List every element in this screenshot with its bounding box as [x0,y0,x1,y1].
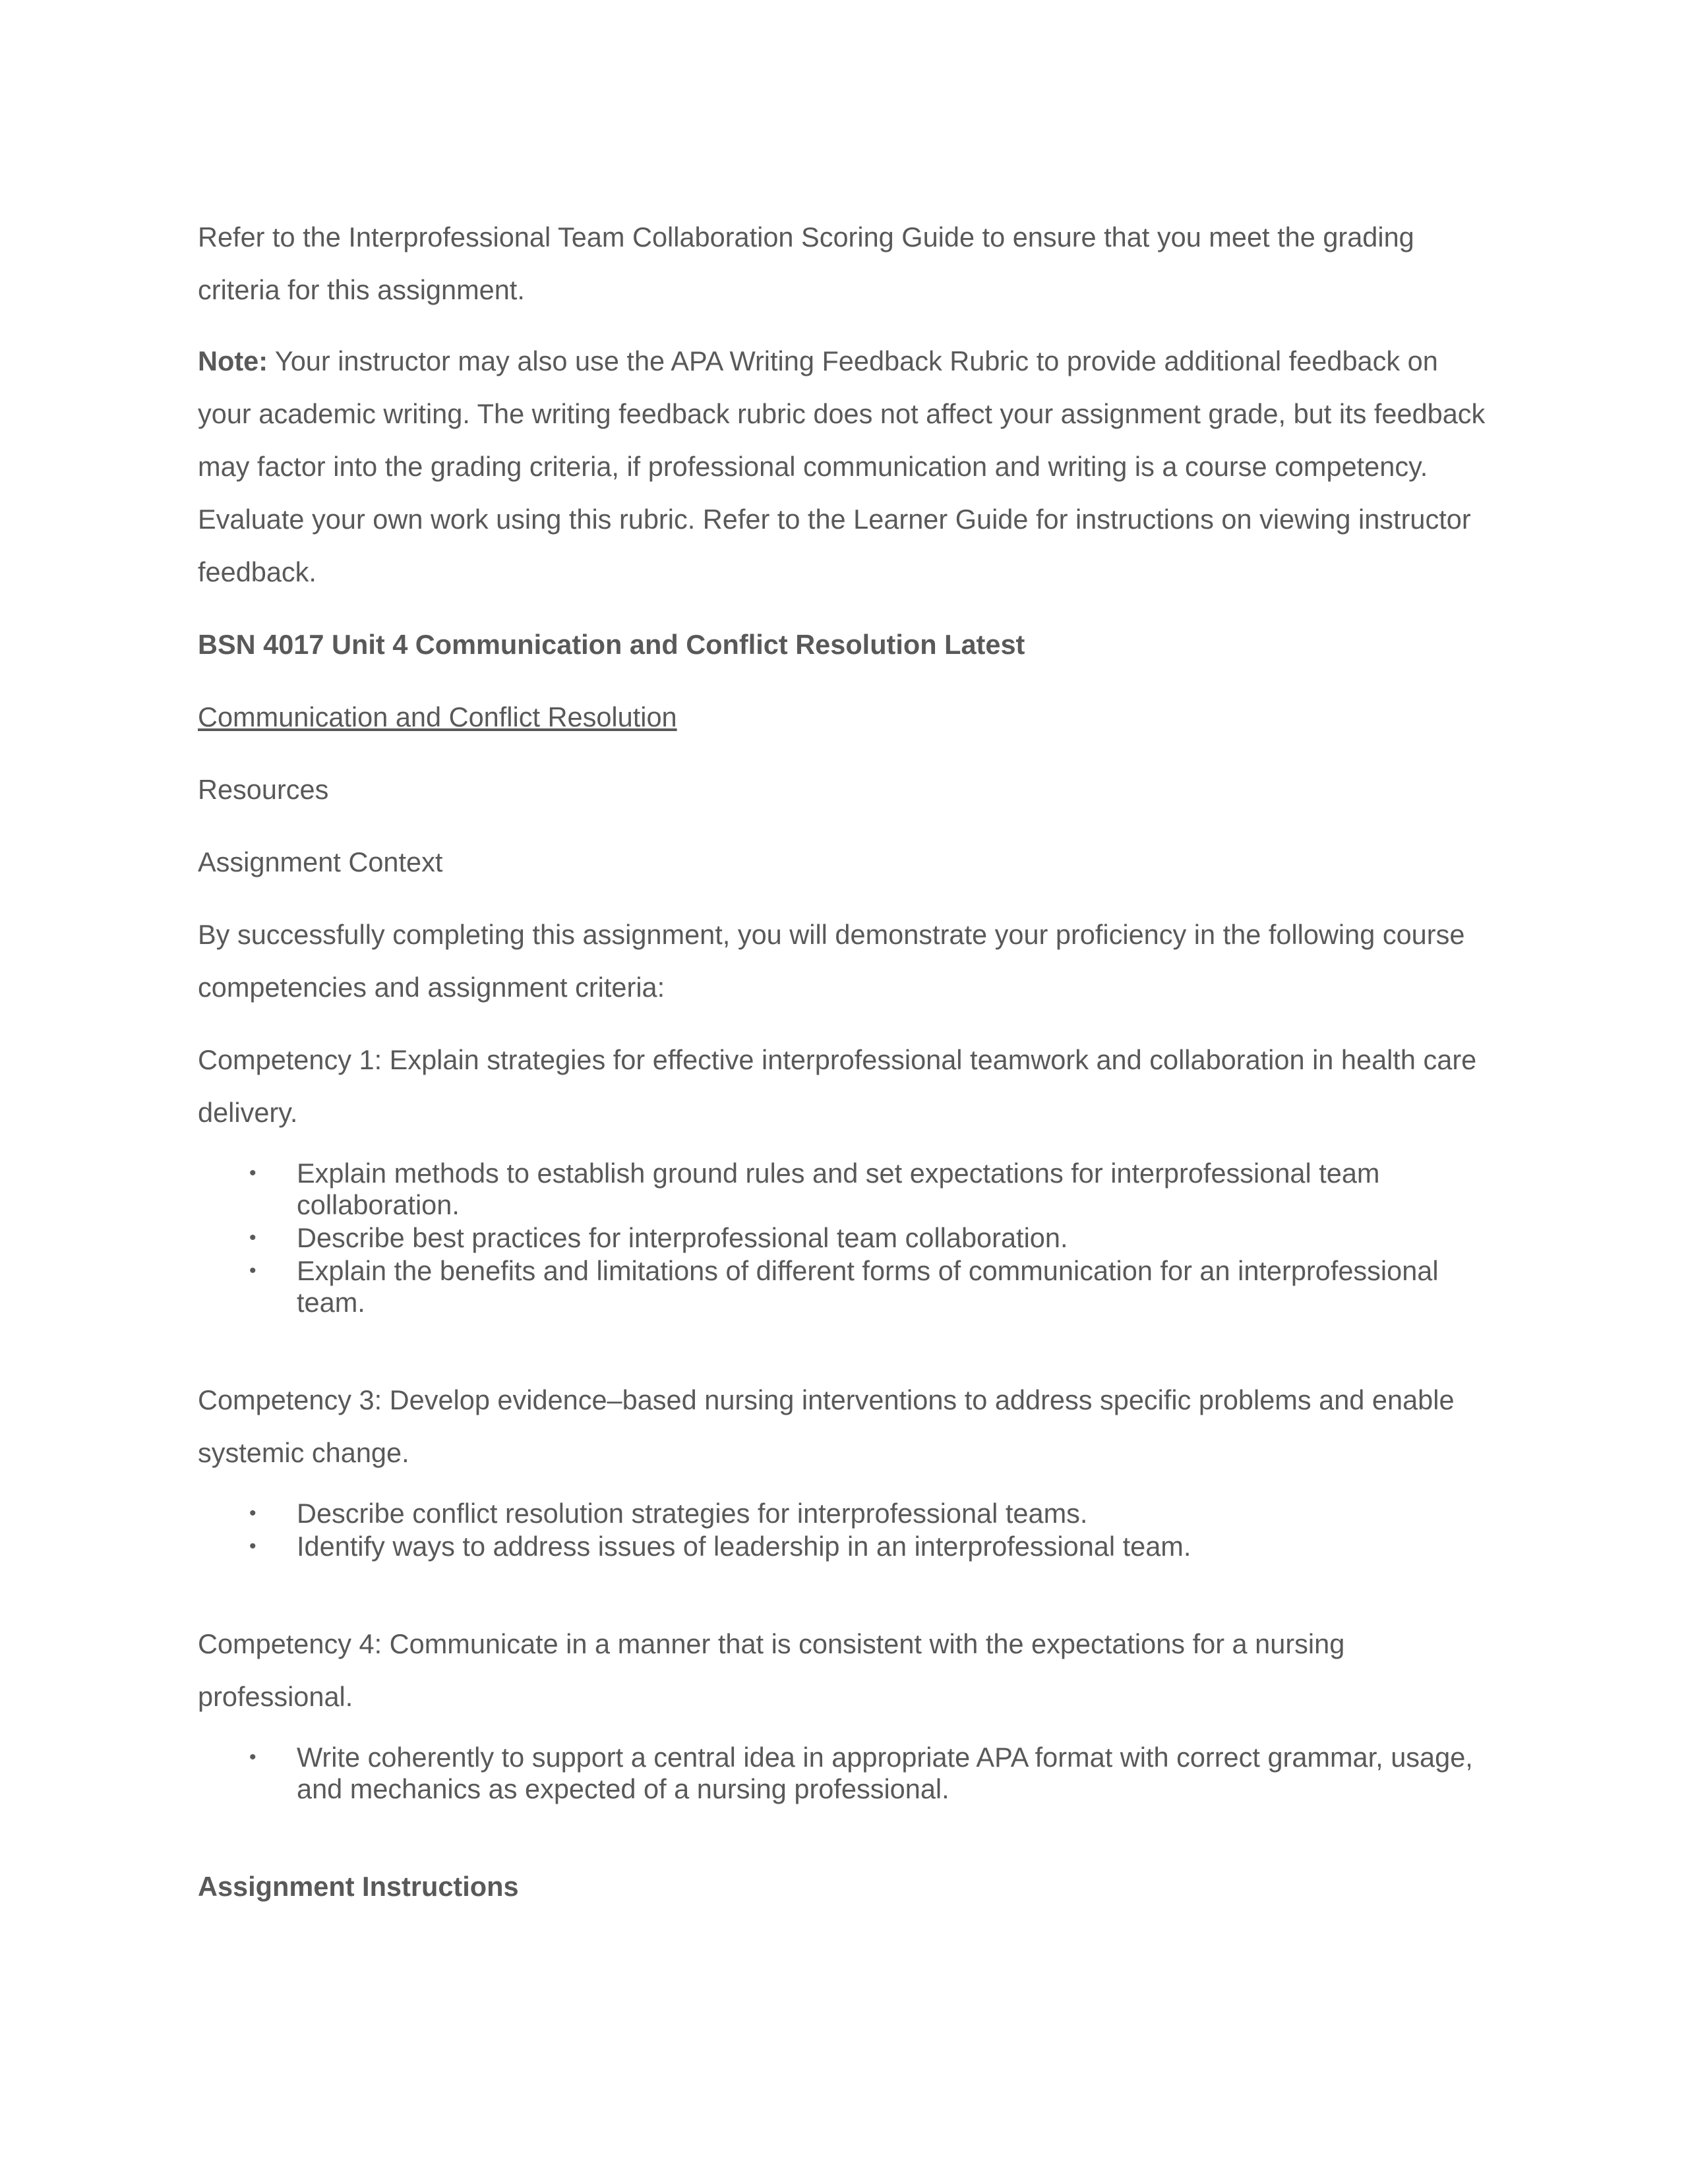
competency-title: Competency 1: Explain strategies for effective interprofessional teamwork and collaboration in health care delivery. [198,1044,1477,1128]
note-paragraph [198,335,1490,599]
competency-4 [198,1618,1490,1805]
list-item: • Explain methods to establish ground rules and set expectations for interprofessional team collaboration. [249,1158,1380,1220]
competency-title: Competency 3: Develop evidence–based nursing interventions to address specific problems and enable systemic change. [198,1384,1455,1468]
document-page [198,211,1490,1933]
competency-title: Competency 4: Communicate in a manner that is consistent with the expectations for a nursing professional. [198,1628,1345,1712]
unit-title: BSN 4017 Unit 4 Communication and Conflict Resolution Latest [198,629,1025,660]
assignment-context-label: Assignment Context [198,846,443,877]
list-item: • Write coherently to support a central idea in appropriate APA format with correct grammar, usage, and mechanics as expected of a nursing professional. [249,1742,1473,1804]
list-item: • Identify ways to address issues of leadership in an interprofessional team. [249,1531,1191,1562]
competency-bullets [198,1742,1490,1805]
bullet-icon: • [249,1746,256,1768]
bullet-icon: • [249,1502,256,1524]
bullet-icon: • [249,1535,256,1557]
assignment-instructions-heading: Assignment Instructions [198,1871,519,1902]
list-item: • Describe conflict resolution strategies for interprofessional teams. [249,1498,1088,1529]
communication-link[interactable] [198,691,1490,744]
bullet-icon: • [249,1260,256,1282]
bullet-icon: • [249,1162,256,1184]
note-text: Your instructor may also use the APA Writing Feedback Rubric to provide additional feedback on your academic writing. The writing feedback rubric does not affect your assignment grade, but its feedback may factor into the grading criteria, if professional communication and writing is a course competency. Evaluate your own work using this rubric. Refer to the Learner Guide for instructions on viewing instructor feedback. [198,345,1486,587]
competency-1 [198,1034,1490,1318]
list-item: • Describe best practices for interprofessional team collaboration. [249,1222,1068,1253]
competency-bullets [198,1498,1490,1562]
competency-3 [198,1374,1490,1562]
resources-label: Resources [198,774,329,805]
context-paragraph: By successfully completing this assignment, you will demonstrate your proficiency in the following course competencies and assignment criteria: [198,919,1465,1003]
competency-bullets [198,1158,1490,1318]
communication-link-text[interactable]: Communication and Conflict Resolution [198,701,677,732]
note-label: Note: [198,345,268,376]
list-item: • Explain the benefits and limitations of different forms of communication for an interprofessional team. [249,1255,1439,1318]
bullet-icon: • [249,1227,256,1249]
refer-paragraph: Refer to the Interprofessional Team Collaboration Scoring Guide to ensure that you meet the grading criteria for this assignment. [198,221,1414,305]
